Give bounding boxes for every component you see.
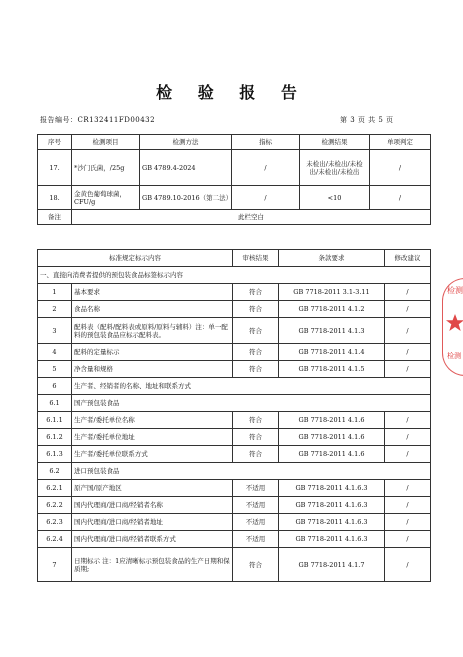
seal-text-bottom: 检测 [447, 352, 461, 360]
col-header: 检测结果 [300, 135, 370, 150]
row-result: 符合 [233, 548, 279, 582]
row-content: 生产者/委托单位名称 [72, 412, 233, 429]
seal-text-top: 检测 [447, 286, 463, 295]
row-suggest: / [385, 480, 431, 497]
table-row [38, 480, 431, 497]
row-clause: GB 7718-2011 4.1.4 [279, 344, 385, 361]
row-no: 1 [38, 284, 72, 301]
col-header: 条款要求 [279, 250, 385, 267]
table-row [38, 429, 431, 446]
row-clause: GB 7718-2011 4.1.6.3 [279, 497, 385, 514]
table-header-row [38, 135, 431, 150]
row-no: 6 [38, 378, 72, 395]
row-no: 6.2 [38, 463, 72, 480]
page-title: 检 验 报 告 [156, 83, 307, 102]
col-header: 审核结果 [233, 250, 279, 267]
row-no: 17. [38, 150, 72, 186]
remark-label: 备注 [38, 210, 72, 225]
table-row [38, 284, 431, 301]
row-no: 18. [38, 186, 72, 210]
table-row [38, 497, 431, 514]
row-content: 生产者/委托单位联系方式 [72, 446, 233, 463]
table-row [38, 412, 431, 429]
row-content: 国内代理商/进口商/经销者名称 [72, 497, 233, 514]
row-method: GB 4789.10-2016（第二法） [140, 186, 232, 210]
row-clause: GB 7718-2011 4.1.3 [279, 318, 385, 344]
table-row [38, 446, 431, 463]
row-content: 原产国/原产地区 [72, 480, 233, 497]
row-clause: GB 7718-2011 4.1.2 [279, 301, 385, 318]
row-content: 生产者、经销者的名称、地址和联系方式 [72, 378, 431, 395]
row-result: 符合 [233, 361, 279, 378]
row-clause: GB 7718-2011 3.1-3.11 [279, 284, 385, 301]
table-row [38, 514, 431, 531]
row-content: 净含量和规格 [72, 361, 233, 378]
row-content: 日期标示 注：1应清晰标示预包装食品的生产日期和保质期; [72, 548, 233, 582]
remark-row [38, 210, 431, 225]
official-seal [442, 278, 463, 376]
section-row [38, 267, 431, 284]
row-no: 6.1.3 [38, 446, 72, 463]
row-no: 6.2.4 [38, 531, 72, 548]
col-header: 指标 [232, 135, 300, 150]
row-clause: GB 7718-2011 4.1.6 [279, 429, 385, 446]
table-row [38, 344, 431, 361]
row-no: 6.1 [38, 395, 72, 412]
row-content: 食品名称 [72, 301, 233, 318]
row-result: 不适用 [233, 480, 279, 497]
table-row [38, 186, 431, 210]
row-no: 3 [38, 318, 72, 344]
test-results-table [37, 134, 431, 225]
row-standard: / [232, 150, 300, 186]
label-review-table [37, 249, 431, 582]
row-clause: GB 7718-2011 4.1.6.3 [279, 531, 385, 548]
table-row [38, 548, 431, 582]
table-row [38, 301, 431, 318]
col-header: 修改建议 [385, 250, 431, 267]
row-result: <10 [300, 186, 370, 210]
row-suggest: / [385, 514, 431, 531]
row-clause: GB 7718-2011 4.1.6.3 [279, 480, 385, 497]
col-header: 标准规定标示内容 [38, 250, 233, 267]
table-row [38, 531, 431, 548]
row-no: 6.1.2 [38, 429, 72, 446]
row-suggest: / [385, 361, 431, 378]
table-row [38, 395, 431, 412]
row-standard: / [232, 186, 300, 210]
row-content: 生产者/委托单位地址 [72, 429, 233, 446]
row-content: 配料表（配料/配料表或原料/原料与辅料）注：单一配料的预包装食品应标示配料表。 [72, 318, 233, 344]
row-content: 国内代理商/进口商/经销者联系方式 [72, 531, 233, 548]
row-suggest: / [385, 301, 431, 318]
col-header: 检测项目 [72, 135, 140, 150]
row-clause: GB 7718-2011 4.1.5 [279, 361, 385, 378]
col-header: 检测方法 [140, 135, 232, 150]
row-result: 不适用 [233, 531, 279, 548]
row-suggest: / [385, 318, 431, 344]
table-row [38, 150, 431, 186]
col-header: 序号 [38, 135, 72, 150]
row-no: 6.2.2 [38, 497, 72, 514]
label-review-rows [38, 284, 431, 582]
row-no: 7 [38, 548, 72, 582]
table-header-row [38, 250, 431, 267]
row-clause: GB 7718-2011 4.1.7 [279, 548, 385, 582]
star-icon [445, 313, 463, 333]
row-result: 不适用 [233, 497, 279, 514]
row-result: 符合 [233, 412, 279, 429]
row-content: 配料的定量标示 [72, 344, 233, 361]
row-suggest: / [385, 446, 431, 463]
row-judgement: / [370, 186, 431, 210]
row-item: 金黄色葡萄球菌，CFU/g [72, 186, 140, 210]
row-suggest: / [385, 284, 431, 301]
row-content: 进口预包装食品 [72, 463, 431, 480]
row-result: 符合 [233, 301, 279, 318]
table-row [38, 361, 431, 378]
row-suggest: / [385, 412, 431, 429]
row-suggest: / [385, 429, 431, 446]
row-content: 基本要求 [72, 284, 233, 301]
row-judgement: / [370, 150, 431, 186]
row-no: 4 [38, 344, 72, 361]
row-clause: GB 7718-2011 4.1.6.3 [279, 514, 385, 531]
row-method: GB 4789.4-2024 [140, 150, 232, 186]
row-no: 6.2.1 [38, 480, 72, 497]
row-no: 2 [38, 301, 72, 318]
table-row [38, 378, 431, 395]
row-result: 符合 [233, 318, 279, 344]
row-result: 符合 [233, 284, 279, 301]
row-suggest: / [385, 548, 431, 582]
row-result: 符合 [233, 344, 279, 361]
section-title: 一、直接向消费者提供的预包装食品标签标示内容 [38, 267, 431, 284]
row-content: 国产预包装食品 [72, 395, 431, 412]
table-row [38, 318, 431, 344]
row-result: 符合 [233, 429, 279, 446]
row-suggest: / [385, 344, 431, 361]
row-result: 未检出/未检出/未检出/未检出/未检出 [300, 150, 370, 186]
row-no: 5 [38, 361, 72, 378]
row-no: 6.1.1 [38, 412, 72, 429]
col-header: 单项判定 [370, 135, 431, 150]
remark-value: 此栏空白 [72, 210, 431, 225]
row-result: 不适用 [233, 514, 279, 531]
row-no: 6.2.3 [38, 514, 72, 531]
row-content: 国内代理商/进口商/经销者地址 [72, 514, 233, 531]
row-item: *沙门氏菌，/25g [72, 150, 140, 186]
row-clause: GB 7718-2011 4.1.6 [279, 412, 385, 429]
row-suggest: / [385, 531, 431, 548]
row-clause: GB 7718-2011 4.1.6 [279, 446, 385, 463]
row-result: 符合 [233, 446, 279, 463]
table-row [38, 463, 431, 480]
page-number: 第 3 页 共 5 页 [340, 116, 394, 124]
row-suggest: / [385, 497, 431, 514]
report-number: 报告编号：CR132411FD00432 [40, 116, 156, 124]
